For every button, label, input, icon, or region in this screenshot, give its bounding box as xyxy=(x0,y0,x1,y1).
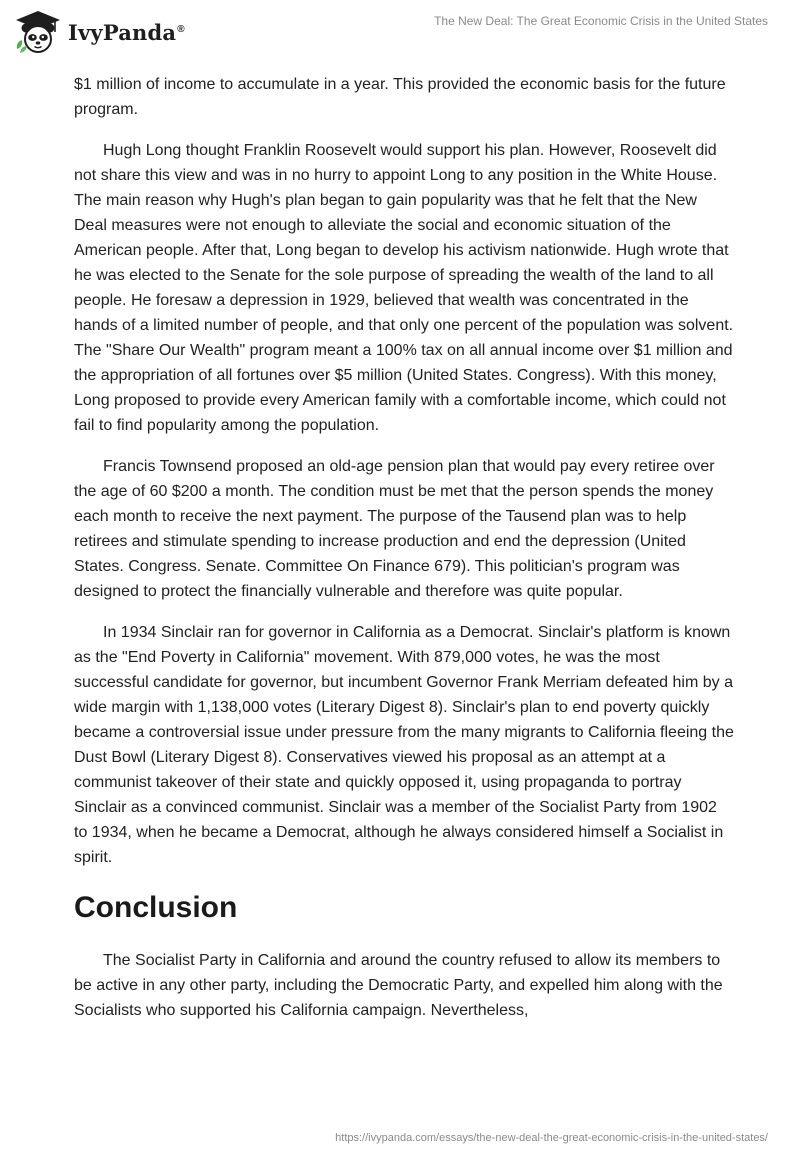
paragraph-townsend: Francis Townsend proposed an old-age pension plan that would pay every retiree over the age of 60 $200 a month. The condition must be met that the person spends the money each month to receive the next payment. The purpose of the Tausend plan was to help retirees and stimulate spending to increase production and end the depression (United States. Congress. Senate. Committee On Finance 679). This politician's program was designed to protect the financially vulnerable and therefore was quite popular. xyxy=(74,458,715,600)
panda-graduate-icon xyxy=(14,9,62,55)
footer-url-link[interactable]: https://ivypanda.com/essays/the-new-deal-the-great-economic-crisis-in-the-united-states/ xyxy=(335,1132,768,1144)
article-body xyxy=(74,72,734,1039)
paragraph-conclusion: The Socialist Party in California and around the country refused to allow its members to be active in any other party, including the Democratic Party, and expelled him along with the Socialists who supported his California campaign. Nevertheless, xyxy=(74,952,723,1019)
paragraph-sinclair: In 1934 Sinclair ran for governor in California as a Democrat. Sinclair's platform is known as the "End Poverty in California" movement. With 879,000 votes, he was the most successful candidate for governor, but incumbent Governor Frank Merriam defeated him by a wide margin with 1,138,000 votes (Literary Digest 8). Sinclair's plan to end poverty quickly became a controversial issue under pressure from the many migrants to California fleeing the Dust Bowl (Literary Digest 8). Conservatives viewed his proposal as an attempt at a communist takeover of their state and quickly opposed it, using propaganda to portray Sinclair as a convinced communist. Sinclair was a member of the Socialist Party from 1902 to 1934, when he became a Democrat, although he always considered himself a Socialist in spirit. xyxy=(74,624,734,866)
conclusion-heading: Conclusion xyxy=(74,891,238,924)
ivypanda-logo[interactable] xyxy=(14,8,185,56)
registered-mark: ® xyxy=(177,23,185,35)
brand-name: IvyPanda® xyxy=(68,19,185,45)
paragraph-continued: $1 million of income to accumulate in a year. This provided the economic basis for the future program. xyxy=(74,76,726,118)
paragraph-long: Hugh Long thought Franklin Roosevelt would support his plan. However, Roosevelt did not share this view and was in no hurry to appoint Long to any position in the White House. The main reason why Hugh's plan began to gain popularity was that he felt that the New Deal measures were not enough to alleviate the social and economic situation of the American people. After that, Long began to develop his activism nationwide. Hugh wrote that he was elected to the Senate for the sole purpose of spreading the wealth of the land to all people. He foresaw a depression in 1929, believed that wealth was concentrated in the hands of a limited number of people, and that only one percent of the population was solvent. The "Share Our Wealth" program meant a 100% tax on all annual income over $1 million and the appropriation of all fortunes over $5 million (United States. Congress). With this money, Long proposed to provide every American family with a comfortable income, which could not fail to find popularity among the population. xyxy=(74,142,734,434)
page-header xyxy=(0,0,800,66)
document-title: The New Deal: The Great Economic Crisis in the United States xyxy=(434,14,768,28)
